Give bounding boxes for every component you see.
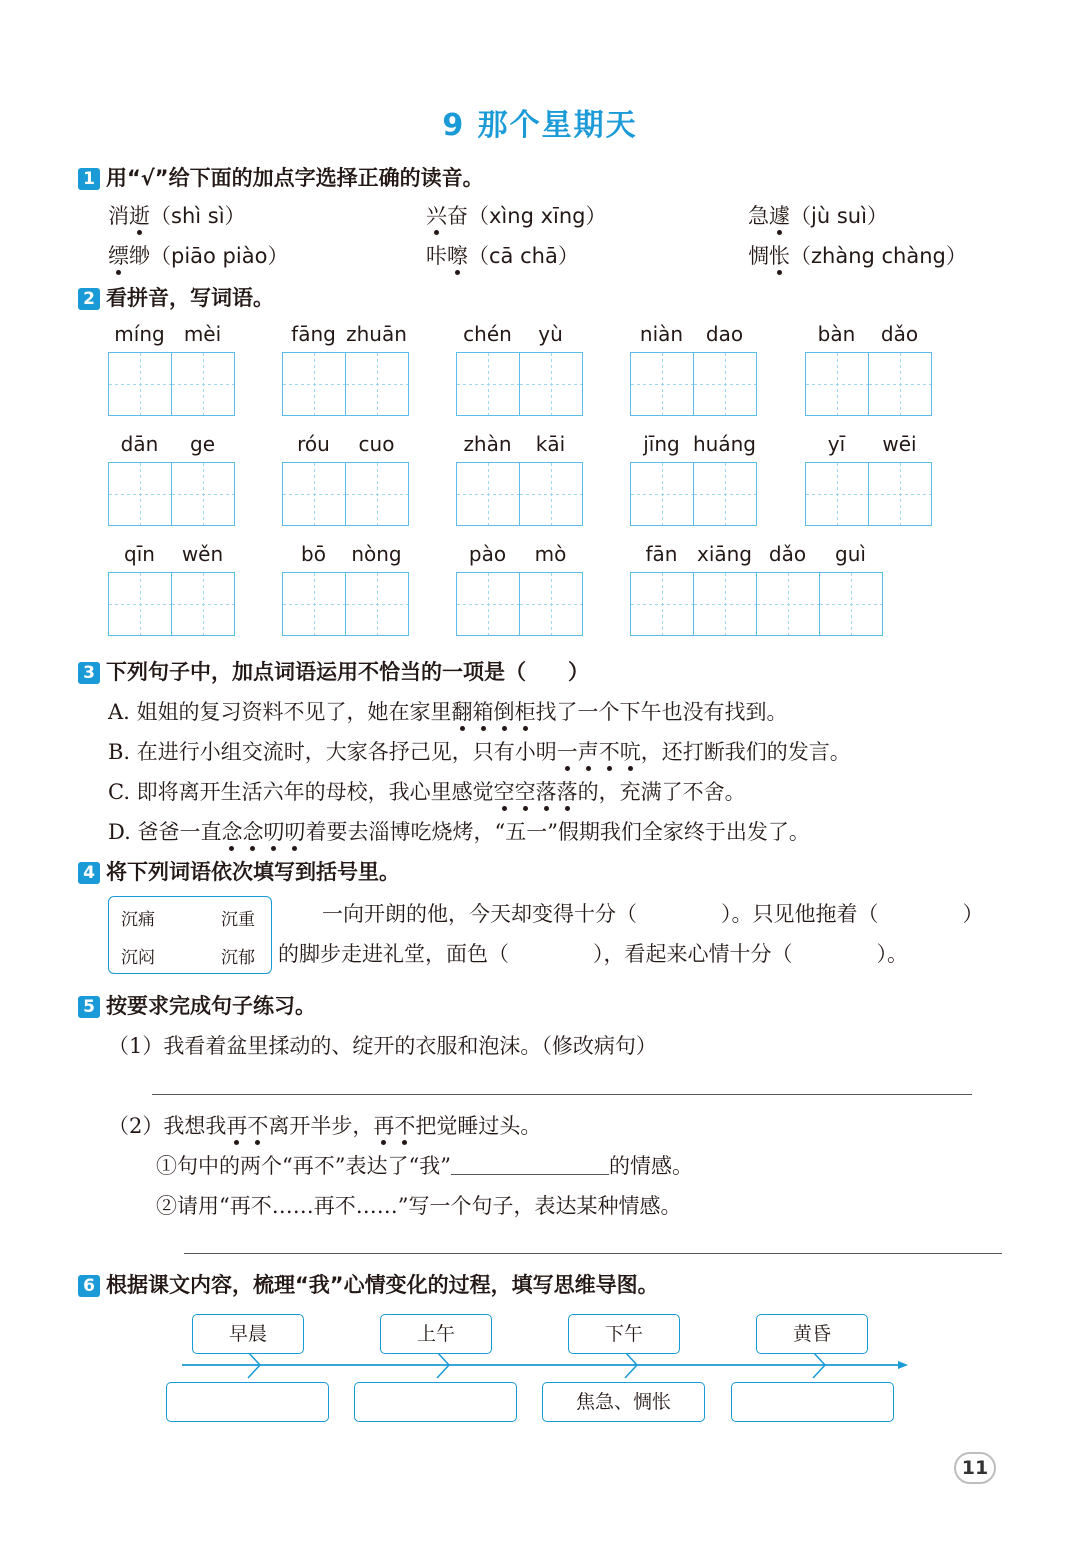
page-title: 9 那个星期天 (442, 108, 638, 143)
pinyin-syllable: dǎo (768, 542, 807, 566)
answer-line[interactable] (184, 1253, 1002, 1254)
dotted-char: 空 (493, 780, 515, 804)
dotted-char: 倒 (493, 700, 515, 724)
question-4-header (78, 856, 400, 886)
pinyin-syllable: yù (538, 322, 563, 346)
writing-cell[interactable] (172, 463, 234, 525)
word-bank-item: 沉重 (221, 910, 255, 930)
dotted-char: 不 (247, 1114, 269, 1138)
pinyin-syllable: ge (190, 432, 215, 456)
pinyin-options: （piāo piào） (150, 244, 289, 268)
writing-grid[interactable] (456, 462, 583, 526)
pinyin-syllable: jīng (643, 432, 680, 456)
writing-cell[interactable] (520, 463, 582, 525)
writing-grid[interactable] (630, 352, 757, 416)
dotted-char: 再 (373, 1114, 395, 1138)
writing-cell[interactable] (520, 353, 582, 415)
question-5-text: 按要求完成句子练习。 (106, 994, 316, 1018)
pinyin-syllable: cuo (358, 432, 395, 456)
sentence-2-part: 把觉睡过头。 (415, 1114, 542, 1138)
time-box: 下午 (568, 1314, 680, 1354)
pinyin-syllable: qīn (124, 542, 155, 566)
choice-option[interactable] (108, 776, 746, 806)
pinyin-syllable: róu (297, 432, 330, 456)
writing-grid[interactable] (456, 352, 583, 416)
dotted-word (373, 1114, 415, 1138)
writing-grid[interactable] (282, 352, 409, 416)
question-number-badge: 5 (78, 996, 100, 1018)
reading-choice-item[interactable] (748, 200, 888, 230)
word: 缥缈 (108, 244, 150, 268)
pinyin-syllable: yī (827, 432, 846, 456)
dotted-char: 空 (514, 780, 536, 804)
pinyin-syllable: dǎo (880, 322, 919, 346)
question-number-badge: 2 (78, 288, 100, 310)
pinyin-syllable: fāng (291, 322, 336, 346)
reading-choice-item[interactable] (426, 240, 579, 270)
question-1-header (78, 162, 484, 192)
writing-grid[interactable] (282, 572, 409, 636)
pinyin-syllable: wēi (882, 432, 917, 456)
writing-cell[interactable] (806, 463, 869, 525)
question-6-text: 根据课文内容，梳理“我”心情变化的过程，填写思维导图。 (106, 1273, 659, 1297)
dotted-char: 叨 (263, 820, 285, 844)
word: 兴奋 (426, 204, 468, 228)
question-number-badge: 6 (78, 1275, 100, 1297)
dotted-char: 吭 (619, 740, 641, 764)
writing-cell[interactable] (346, 353, 408, 415)
writing-cell[interactable] (283, 463, 346, 525)
sentence-2-part: （2）我想我 (108, 1114, 227, 1138)
pinyin-syllable: guì (835, 542, 866, 566)
pinyin-syllable: fān (645, 542, 678, 566)
writing-grid[interactable] (456, 572, 583, 636)
dotted-char: 不 (394, 1114, 416, 1138)
dotted-char: 兴 (426, 204, 447, 228)
sub-question-a (156, 1150, 693, 1180)
choice-option[interactable] (108, 696, 788, 726)
writing-cell[interactable] (869, 463, 931, 525)
dotted-word (452, 700, 536, 724)
writing-cell[interactable] (172, 353, 234, 415)
writing-cell[interactable] (820, 573, 882, 635)
sub-question-a-text: ①句中的两个“再不”表达了“我” (156, 1154, 451, 1178)
dotted-word (494, 780, 578, 804)
choice-option[interactable] (108, 736, 851, 766)
fill-sentence-line-2: 的脚步走进礼堂，面色（ ），看起来心情十分（ ）。 (278, 942, 908, 966)
dotted-char: 嚓 (447, 244, 468, 268)
pinyin-options: （shì sì） (150, 204, 246, 228)
pinyin-syllable: nòng (351, 542, 402, 566)
writing-cell[interactable] (109, 573, 172, 635)
dotted-word (226, 1114, 268, 1138)
writing-cell[interactable] (346, 463, 408, 525)
answer-line[interactable] (152, 1094, 972, 1095)
writing-grid[interactable] (805, 352, 932, 416)
feeling-box[interactable] (731, 1382, 894, 1422)
dotted-char: 遽 (769, 204, 790, 228)
option-text: 找了一个下午也没有找到。 (535, 700, 788, 724)
writing-grid[interactable] (108, 352, 235, 416)
pinyin-syllable: zhuān (346, 322, 407, 346)
question-3-header (78, 656, 589, 686)
word-bank-item: 沉郁 (221, 948, 255, 968)
writing-cell[interactable] (520, 573, 582, 635)
feeling-box[interactable] (166, 1382, 329, 1422)
pinyin-syllable: pào (468, 542, 507, 566)
time-box: 黄昏 (756, 1314, 868, 1354)
writing-cell[interactable] (346, 573, 408, 635)
pinyin-syllable: xiāng (696, 542, 753, 566)
sentence-2-part: 离开半步， (268, 1114, 374, 1138)
option-text: D. 爸爸一直 (108, 820, 222, 844)
option-text: 的，充满了不舍。 (577, 780, 746, 804)
question-2-header (78, 282, 274, 312)
question-3-text: 下列句子中，加点词语运用不恰当的一项是（ ） (106, 660, 589, 684)
page-number: 11 (954, 1452, 996, 1484)
question-4-text: 将下列词语依次填写到括号里。 (106, 860, 400, 884)
pinyin-options: （cā chā） (468, 244, 579, 268)
dotted-char: 怅 (769, 244, 790, 268)
dotted-char: 落 (535, 780, 557, 804)
dotted-char: 落 (556, 780, 578, 804)
writing-cell[interactable] (757, 573, 820, 635)
writing-cell[interactable] (172, 573, 234, 635)
writing-cell[interactable] (631, 353, 694, 415)
dotted-char: 念 (221, 820, 243, 844)
pinyin-syllable: mèi (183, 322, 222, 346)
question-number-badge: 1 (78, 168, 100, 190)
question-number-badge: 4 (78, 862, 100, 884)
pinyin-options: （jù suì） (790, 204, 888, 228)
writing-cell[interactable] (631, 463, 694, 525)
pinyin-options: （zhàng chàng） (790, 244, 967, 268)
question-1-text: 用“√”给下面的加点字选择正确的读音。 (106, 166, 484, 190)
writing-cell[interactable] (694, 573, 757, 635)
reading-choice-item[interactable] (108, 240, 288, 270)
pinyin-syllable: bàn (817, 322, 856, 346)
dotted-char: 一 (556, 740, 578, 764)
word-bank-box (108, 896, 272, 974)
word: 咔嚓 (426, 244, 468, 268)
dotted-char: 念 (242, 820, 264, 844)
sub-question-b: ②请用“再不……再不……”写一个句子，表达某种情感。 (156, 1194, 682, 1218)
sentence-1: （1）我看着盆里揉动的、绽开的衣服和泡沫。（修改病句） (108, 1034, 657, 1058)
pinyin-syllable: chén (463, 322, 512, 346)
question-2-text: 看拼音，写词语。 (106, 286, 274, 310)
writing-grid[interactable] (630, 572, 883, 636)
writing-cell[interactable] (109, 463, 172, 525)
pinyin-syllable: mò (534, 542, 567, 566)
writing-grid[interactable] (108, 462, 235, 526)
pinyin-syllable: míng (114, 322, 165, 346)
pinyin-syllable: huáng (693, 432, 756, 456)
reading-choice-item[interactable] (748, 240, 967, 270)
word: 惆怅 (748, 244, 790, 268)
pinyin-syllable: zhàn (463, 432, 512, 456)
writing-grid[interactable] (282, 462, 409, 526)
answer-blank[interactable] (451, 1156, 609, 1175)
time-box: 早晨 (192, 1314, 304, 1354)
writing-cell[interactable] (283, 353, 346, 415)
dotted-char: 逝 (129, 204, 150, 228)
writing-cell[interactable] (869, 353, 931, 415)
option-text: 着要去淄博吃烧烤，“五一”假期我们全家终于出发了。 (305, 820, 810, 844)
word-bank-item: 沉痛 (121, 910, 155, 930)
writing-cell[interactable] (457, 463, 520, 525)
writing-cell[interactable] (806, 353, 869, 415)
option-text: C. 即将离开生活六年的母校，我心里感觉 (108, 780, 494, 804)
dotted-char: 不 (598, 740, 620, 764)
writing-cell[interactable] (283, 573, 346, 635)
writing-grid[interactable] (108, 572, 235, 636)
option-text: A. 姐姐的复习资料不见了，她在家里 (108, 700, 452, 724)
word: 消逝 (108, 204, 150, 228)
pinyin-syllable: dān (120, 432, 159, 456)
question-6-header (78, 1269, 659, 1299)
fill-sentence-line-1: 一向开朗的他，今天却变得十分（ ）。只见他拖着（ ） (322, 902, 984, 926)
sentence-2 (108, 1110, 541, 1140)
dotted-word (557, 740, 641, 764)
feeling-box: 焦急、惆怅 (542, 1382, 705, 1422)
option-text: ，还打断我们的发言。 (640, 740, 851, 764)
choice-option[interactable] (108, 816, 810, 846)
writing-grid[interactable] (805, 462, 932, 526)
question-5-header (78, 990, 316, 1020)
dotted-char: 缥 (108, 244, 129, 268)
question-number-badge: 3 (78, 662, 100, 684)
feeling-box[interactable] (354, 1382, 517, 1422)
writing-cell[interactable] (694, 353, 756, 415)
dotted-char: 箱 (472, 700, 494, 724)
dotted-char: 声 (577, 740, 599, 764)
dotted-char: 再 (226, 1114, 248, 1138)
writing-cell[interactable] (694, 463, 756, 525)
pinyin-syllable: bō (301, 542, 326, 566)
writing-cell[interactable] (631, 573, 694, 635)
writing-cell[interactable] (457, 573, 520, 635)
writing-cell[interactable] (109, 353, 172, 415)
dotted-char: 柜 (514, 700, 536, 724)
dotted-char: 叨 (284, 820, 306, 844)
pinyin-syllable: wěn (181, 542, 224, 566)
pinyin-options: （xìng xīng） (468, 204, 607, 228)
writing-grid[interactable] (630, 462, 757, 526)
pinyin-syllable: niàn (639, 322, 684, 346)
pinyin-syllable: dao (705, 322, 744, 346)
dotted-word (221, 820, 305, 844)
sub-question-a-text: 的情感。 (608, 1154, 693, 1178)
word: 急遽 (748, 204, 790, 228)
dotted-char: 翻 (451, 700, 473, 724)
option-text: B. 在进行小组交流时，大家各抒己见，只有小明 (108, 740, 557, 764)
reading-choice-item[interactable] (108, 200, 246, 230)
pinyin-syllable: kāi (535, 432, 566, 456)
word-bank-item: 沉闷 (121, 948, 155, 968)
time-box: 上午 (380, 1314, 492, 1354)
reading-choice-item[interactable] (426, 200, 606, 230)
writing-cell[interactable] (457, 353, 520, 415)
